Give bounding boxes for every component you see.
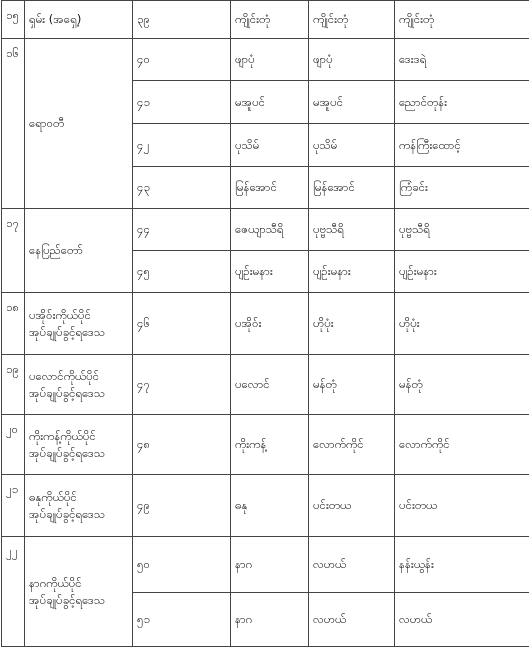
cell-district: ပလောင်: [231, 355, 309, 415]
region-name: ရှမ်း (အရှေ့): [25, 1, 133, 39]
region-name: ကိုးကန့်ကိုယ်ပိုင် အုပ်ချုပ်ခွင့်ရဒေသ: [25, 415, 133, 475]
cell-township: မအူပင်: [309, 81, 395, 124]
cell-district: ဖျာပုံ: [231, 39, 309, 81]
cell-township: ပုသိမ်: [309, 124, 395, 167]
cell-township: လဟယ်: [309, 537, 395, 593]
row-number: ၁၇: [2, 209, 25, 293]
cell-id: ၃၉: [133, 1, 231, 39]
cell-place: မန်တုံ: [395, 355, 529, 415]
cell-district: ပအိုဝ်း: [231, 293, 309, 355]
cell-id: ၅၁: [133, 593, 231, 647]
table-row: [2, 209, 529, 251]
table-row: [2, 355, 529, 415]
region-name: နာဂကိုယ်ပိုင် အုပ်ချုပ်ခွင့်ရဒေသ: [25, 537, 133, 647]
cell-id: ၄၃: [133, 167, 231, 209]
cell-place: ပုဗ္ဗသီရိ: [395, 209, 529, 251]
row-number: ၁၅: [2, 1, 25, 39]
cell-place: ကန်ကြီးထောင့်: [395, 124, 529, 167]
cell-id: ၄၀: [133, 39, 231, 81]
cell-township: မန်တုံ: [309, 355, 395, 415]
cell-district: နာဂ: [231, 593, 309, 647]
cell-township: လဟယ်: [309, 593, 395, 647]
row-number: ၁၉: [2, 355, 25, 415]
cell-place: ဟိုပုံး: [395, 293, 529, 355]
cell-district: ဇေယျာသီရိ: [231, 209, 309, 251]
cell-district: ကျိုင်းတုံ: [231, 1, 309, 39]
region-name: နေပြည်တော်: [25, 209, 133, 293]
row-number: ၂၁: [2, 475, 25, 537]
cell-place: ကျိုင်းတုံ: [395, 1, 529, 39]
cell-id: ၄၇: [133, 355, 231, 415]
cell-id: ၄၄: [133, 209, 231, 251]
cell-township: ဖျာပုံ: [309, 39, 395, 81]
cell-district: ကိုးကန့်: [231, 415, 309, 475]
cell-township: ဟိုပုံး: [309, 293, 395, 355]
row-number: ၁၈: [2, 293, 25, 355]
table-row: [2, 1, 529, 39]
cell-district: ပျဉ်းမနား: [231, 251, 309, 293]
region-name: ပလောင်ကိုယ်ပိုင် အုပ်ချုပ်ခွင့်ရဒေသ: [25, 355, 133, 415]
cell-township: မြန်အောင်: [309, 167, 395, 209]
cell-township: ပုဗ္ဗသီရိ: [309, 209, 395, 251]
region-name: ရောဝတီ: [25, 39, 133, 209]
cell-place: ဒေးဒရဲ: [395, 39, 529, 81]
table-row: [2, 475, 529, 537]
region-name: ဓနုကိုယ်ပိုင် အုပ်ချုပ်ခွင့်ရဒေသ: [25, 475, 133, 537]
cell-township: ပင်းတယ: [309, 475, 395, 537]
cell-id: ၄၁: [133, 81, 231, 124]
cell-id: ၄၈: [133, 415, 231, 475]
cell-id: ၄၅: [133, 251, 231, 293]
table-row: [2, 415, 529, 475]
cell-district: ပုသိမ်: [231, 124, 309, 167]
cell-district: နာဂ: [231, 537, 309, 593]
cell-place: နန်းယွန်း: [395, 537, 529, 593]
cell-township: ပျဉ်းမနား: [309, 251, 395, 293]
row-number: ၂၂: [2, 537, 25, 647]
table-row: [2, 537, 529, 593]
cell-township: လောက်ကိုင်: [309, 415, 395, 475]
cell-place: ပျဉ်းမနား: [395, 251, 529, 293]
cell-district: ဓနု: [231, 475, 309, 537]
cell-id: ၄၂: [133, 124, 231, 167]
cell-id: ၄၉: [133, 475, 231, 537]
cell-place: ပင်းတယ: [395, 475, 529, 537]
cell-place: လဟယ်: [395, 593, 529, 647]
cell-id: ၄၆: [133, 293, 231, 355]
cell-place: လောက်ကိုင်: [395, 415, 529, 475]
table-body: [2, 1, 529, 647]
schools-table: [1, 0, 529, 647]
table-row: [2, 39, 529, 81]
region-name: ပအိုဝ်းကိုယ်ပိုင် အုပ်ချုပ်ခွင့်ရဒေသ: [25, 293, 133, 355]
cell-place: ကြံခင်း: [395, 167, 529, 209]
table-row: [2, 293, 529, 355]
row-number: ၁၆: [2, 39, 25, 209]
cell-id: ၅၀: [133, 537, 231, 593]
cell-district: မြန်အောင်: [231, 167, 309, 209]
cell-district: မအူပင်: [231, 81, 309, 124]
cell-place: ညောင်တုန်း: [395, 81, 529, 124]
cell-township: ကျိုင်းတုံ: [309, 1, 395, 39]
row-number: ၂၀: [2, 415, 25, 475]
